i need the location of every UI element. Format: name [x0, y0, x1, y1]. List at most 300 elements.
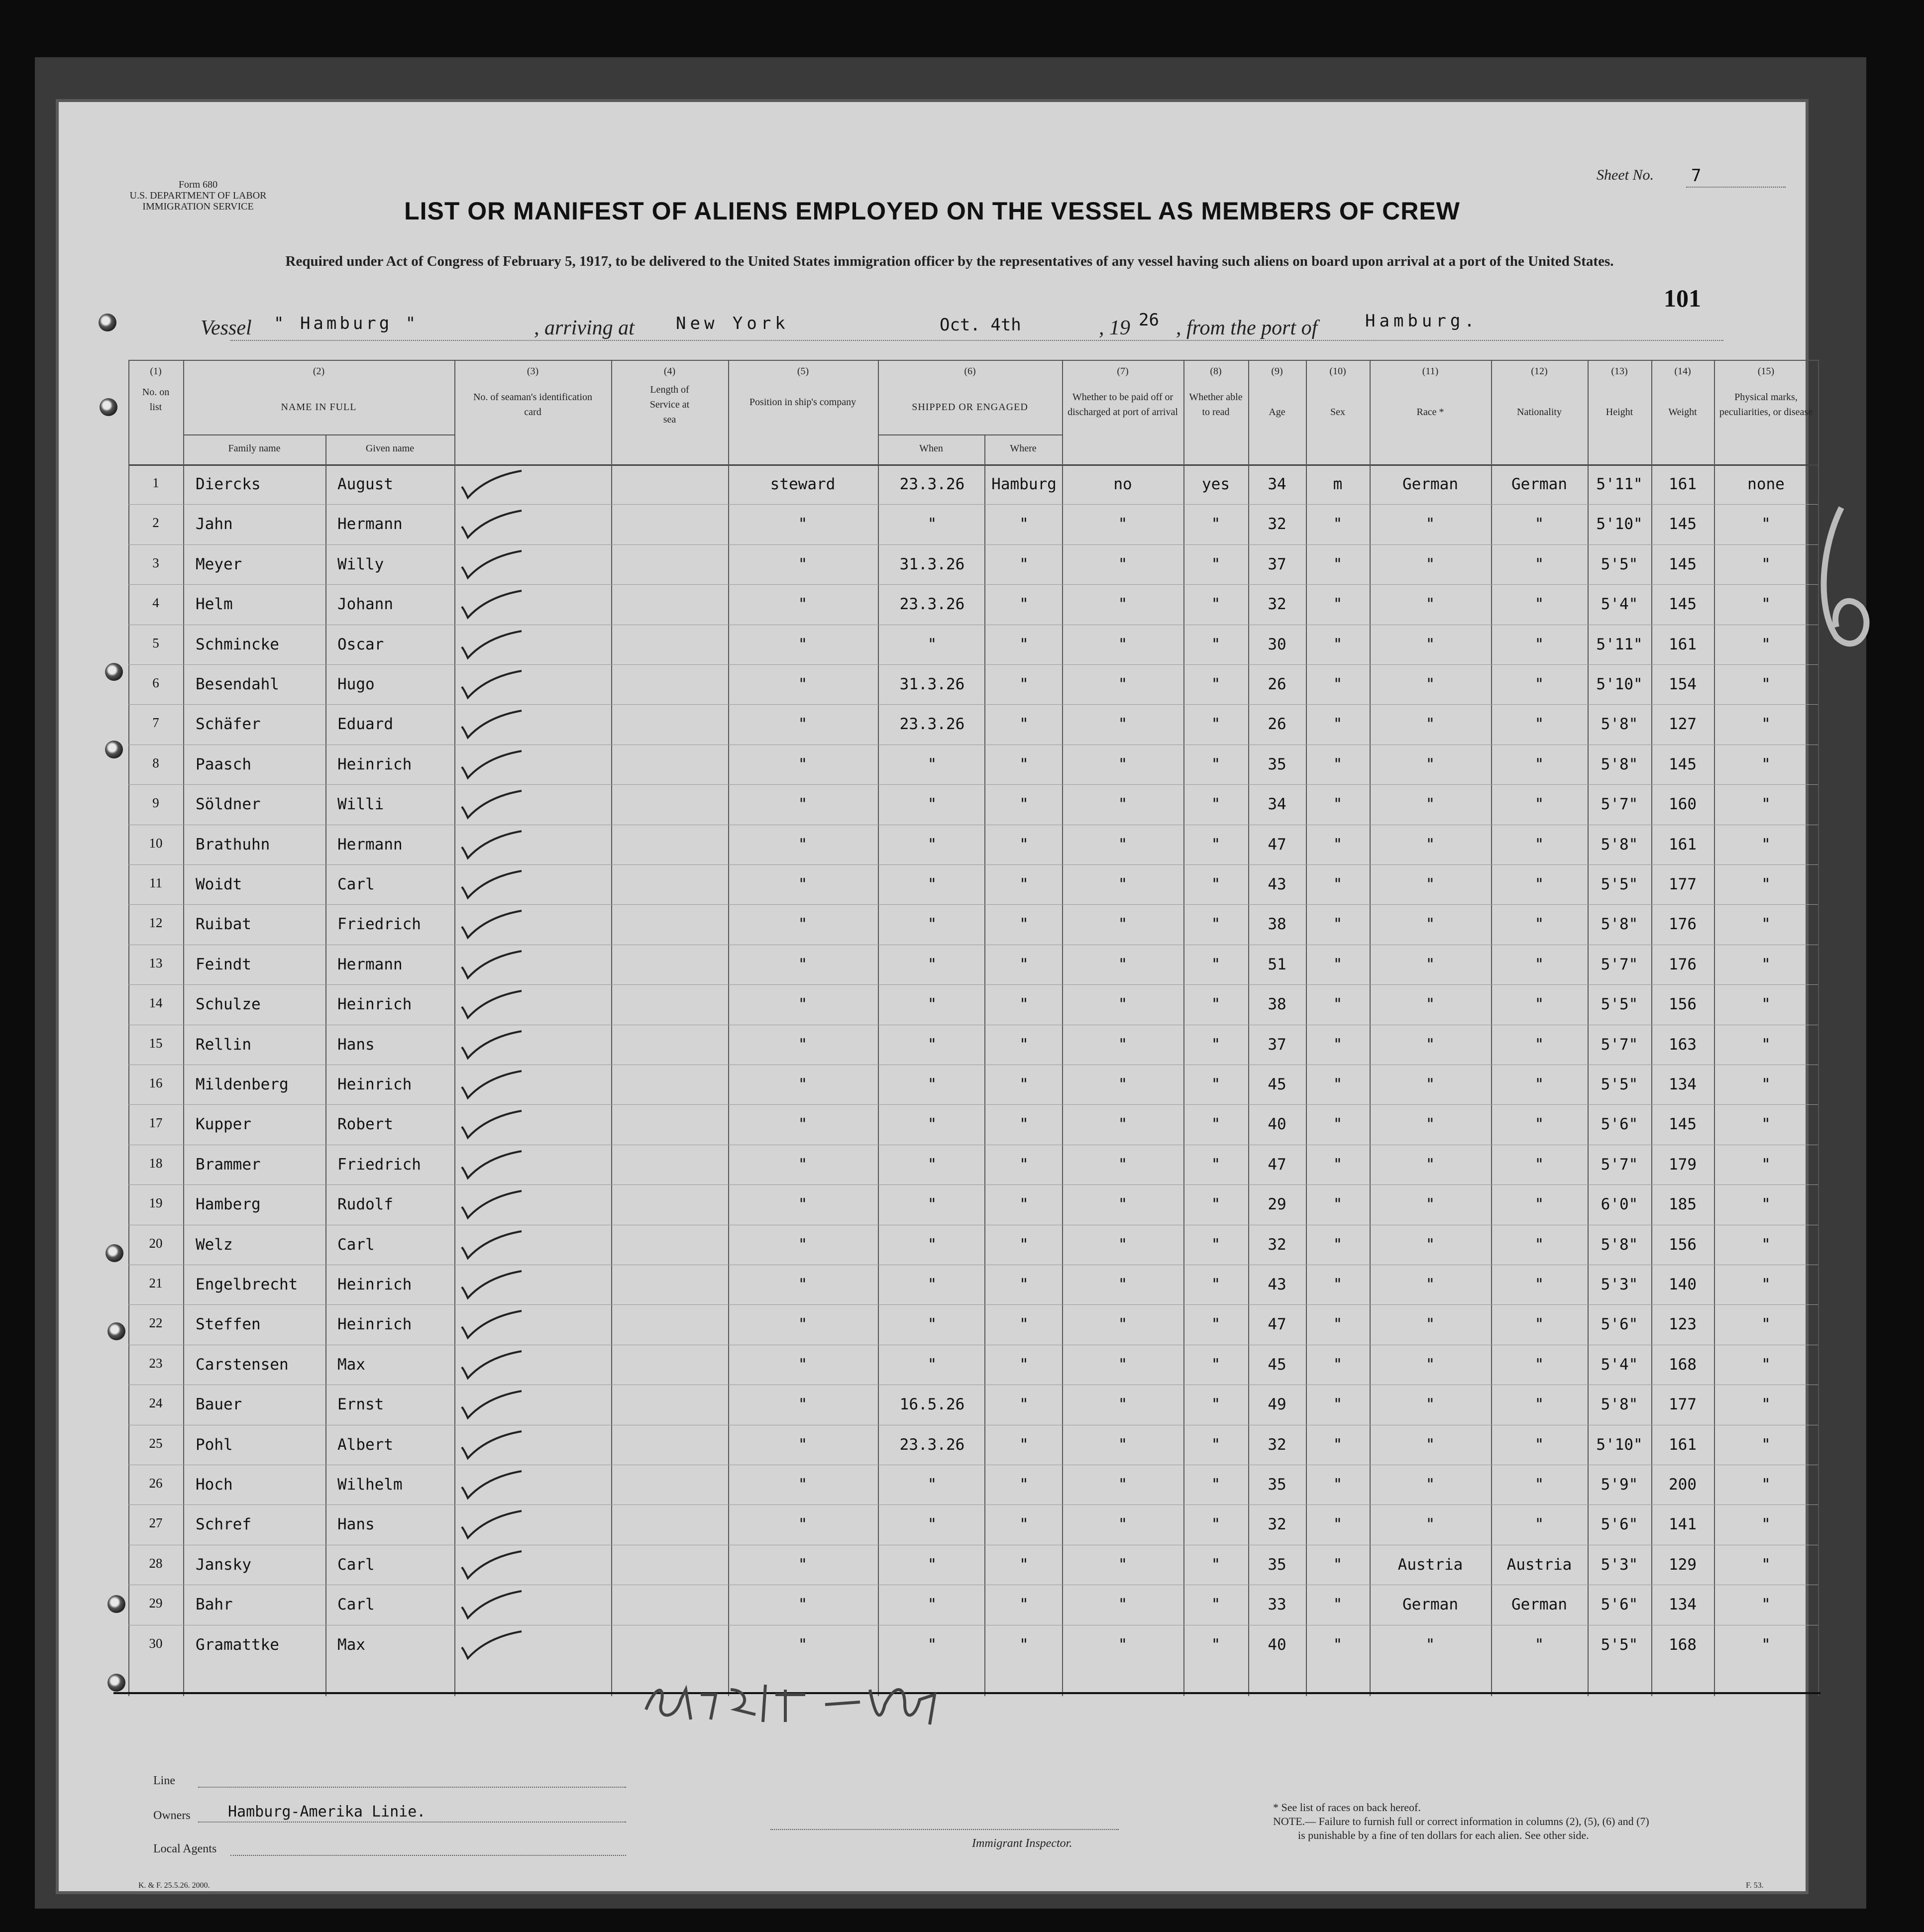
able-to-read: "	[1211, 1035, 1221, 1054]
shipped-when: "	[927, 1155, 937, 1174]
form-number: Form 680	[178, 179, 218, 190]
weight: 123	[1669, 1315, 1697, 1334]
position: "	[798, 1596, 808, 1614]
weight: 161	[1669, 1435, 1697, 1454]
race: "	[1425, 1635, 1435, 1654]
checkmark-icon	[457, 947, 527, 982]
row-rule	[128, 1304, 1818, 1305]
able-to-read: "	[1211, 995, 1221, 1014]
paid-off: "	[1118, 1276, 1128, 1293]
arrival-date: Oct. 4th	[940, 315, 1021, 335]
race: "	[1425, 1075, 1435, 1093]
nationality: "	[1534, 1035, 1544, 1054]
row-number: 12	[149, 915, 163, 931]
position: "	[798, 635, 808, 653]
paid-off: "	[1118, 1435, 1128, 1454]
family-name: Gramattke	[196, 1635, 279, 1654]
height: 5'5"	[1601, 995, 1638, 1014]
checkmark-icon	[457, 587, 527, 622]
physical-marks: "	[1761, 1115, 1771, 1134]
paid-off: "	[1118, 915, 1128, 934]
given-name: Max	[337, 1635, 365, 1654]
nationality: "	[1534, 995, 1544, 1014]
height: 5'6"	[1601, 1115, 1638, 1134]
family-name: Brathuhn	[196, 835, 270, 854]
family-name: Rellin	[196, 1035, 251, 1054]
col-header-height: Height	[1605, 407, 1633, 418]
race: "	[1425, 715, 1435, 734]
given-name: Ernst	[337, 1395, 384, 1414]
weight: 163	[1669, 1035, 1697, 1054]
weight: 145	[1669, 755, 1697, 773]
col-header-sex: Sex	[1330, 407, 1345, 418]
sex: "	[1333, 1476, 1343, 1494]
sex: "	[1333, 1355, 1343, 1374]
checkmark-icon	[457, 1027, 527, 1062]
shipped-where: "	[1019, 1515, 1029, 1534]
race: "	[1425, 515, 1435, 534]
nationality: German	[1511, 1596, 1567, 1614]
shipped-when: "	[927, 1035, 937, 1054]
shipped-when: "	[927, 1596, 937, 1614]
row-number: 10	[149, 835, 163, 851]
col-num-3: (3)	[527, 366, 539, 377]
shipped-subheader-line	[878, 434, 1062, 435]
weight: 168	[1669, 1355, 1697, 1374]
paid-off: "	[1118, 1555, 1128, 1574]
able-to-read: "	[1211, 1596, 1221, 1614]
age: 34	[1268, 795, 1286, 814]
race: German	[1402, 475, 1458, 493]
position: "	[798, 1035, 808, 1054]
sex: "	[1333, 1515, 1343, 1534]
arriving-label: , arriving at	[534, 317, 635, 339]
physical-marks: "	[1761, 715, 1771, 734]
physical-marks: "	[1761, 1315, 1771, 1334]
age: 38	[1268, 915, 1286, 934]
able-to-read: "	[1211, 715, 1221, 734]
checkmark-icon	[457, 747, 527, 782]
physical-marks: "	[1761, 675, 1771, 693]
sex: "	[1333, 555, 1343, 573]
weight: 161	[1669, 475, 1697, 493]
punch-hole	[107, 1674, 125, 1692]
race: "	[1425, 635, 1435, 653]
family-name: Bauer	[196, 1395, 242, 1414]
local-agents-label: Local Agents	[153, 1842, 217, 1855]
physical-marks: "	[1761, 835, 1771, 854]
physical-marks: "	[1761, 1195, 1771, 1214]
weight: 185	[1669, 1195, 1697, 1214]
col-num-1: (1)	[150, 366, 162, 377]
col-num-10: (10)	[1329, 366, 1346, 377]
row-number: 16	[149, 1075, 163, 1090]
line-label: Line	[153, 1774, 175, 1787]
row-number: 25	[149, 1435, 163, 1451]
position: "	[798, 1635, 808, 1654]
shipped-when: 16.5.26	[899, 1395, 965, 1414]
shipped-where: "	[1019, 995, 1029, 1014]
row-rule	[128, 1104, 1818, 1105]
age: 51	[1268, 955, 1286, 973]
row-rule	[128, 1184, 1818, 1185]
nationality: German	[1511, 475, 1567, 493]
checkmark-icon	[457, 1587, 527, 1622]
weight: 129	[1669, 1555, 1697, 1574]
family-name: Carstensen	[196, 1355, 289, 1374]
shipped-where: "	[1019, 755, 1029, 773]
able-to-read: yes	[1202, 475, 1230, 493]
sex: "	[1333, 1155, 1343, 1174]
inspector-signature	[636, 1675, 994, 1734]
family-name: Jahn	[196, 515, 233, 534]
able-to-read: "	[1211, 1435, 1221, 1454]
weight: 145	[1669, 1115, 1697, 1134]
family-name: Welz	[196, 1235, 233, 1254]
given-name: Carl	[337, 875, 375, 893]
row-number: 20	[149, 1235, 163, 1251]
physical-marks: "	[1761, 1476, 1771, 1494]
checkmark-icon	[457, 1387, 527, 1422]
weight: 200	[1669, 1476, 1697, 1494]
row-number: 1	[152, 475, 159, 490]
row-rule	[128, 1504, 1818, 1505]
height: 5'5"	[1601, 555, 1638, 573]
sex: "	[1333, 835, 1343, 854]
age: 30	[1268, 635, 1286, 653]
height: 5'8"	[1601, 1395, 1638, 1414]
nationality: "	[1534, 1395, 1544, 1414]
height: 5'3"	[1601, 1555, 1638, 1574]
col-header-when: When	[919, 443, 943, 454]
physical-marks: "	[1761, 555, 1771, 573]
shipped-where: "	[1019, 1555, 1029, 1574]
able-to-read: "	[1211, 1155, 1221, 1174]
shipped-where: "	[1019, 635, 1029, 653]
paid-off: "	[1118, 1315, 1128, 1334]
col-header-no: No. on list	[142, 387, 170, 413]
race: "	[1425, 1395, 1435, 1414]
shipped-where: "	[1019, 1395, 1029, 1414]
given-name: Friedrich	[337, 1155, 421, 1174]
age: 37	[1268, 555, 1286, 573]
col-border	[454, 360, 455, 1696]
able-to-read: "	[1211, 1355, 1221, 1374]
position: "	[798, 1315, 808, 1334]
family-name: Schmincke	[196, 635, 279, 653]
weight: 134	[1669, 1075, 1697, 1093]
physical-marks: "	[1761, 1155, 1771, 1174]
nationality: "	[1534, 515, 1544, 534]
weight: 134	[1669, 1596, 1697, 1614]
paid-off: "	[1118, 1596, 1128, 1614]
able-to-read: "	[1211, 795, 1221, 814]
checkmark-icon	[457, 1347, 527, 1382]
weight: 145	[1669, 555, 1697, 573]
paid-off: "	[1118, 1515, 1128, 1534]
able-to-read: "	[1211, 515, 1221, 534]
given-name: Carl	[337, 1555, 375, 1574]
col-header-race: Race *	[1416, 407, 1444, 418]
family-name: Ruibat	[196, 915, 251, 934]
given-name: Heinrich	[337, 995, 412, 1014]
sex: "	[1333, 595, 1343, 614]
physical-marks: "	[1761, 1555, 1771, 1574]
col-num-9: (9)	[1271, 366, 1283, 377]
shipped-where: "	[1019, 1435, 1029, 1454]
age: 32	[1268, 1435, 1286, 1454]
punch-hole	[107, 1322, 125, 1340]
checkmark-icon	[457, 1467, 527, 1502]
paid-off: "	[1118, 595, 1128, 614]
col-header-service: Length of Service at sea	[649, 384, 690, 425]
shipped-where: "	[1019, 1355, 1029, 1374]
paid-off: "	[1118, 795, 1128, 814]
physical-marks: "	[1761, 1635, 1771, 1654]
shipped-when: "	[927, 795, 937, 814]
paid-off: "	[1118, 835, 1128, 854]
table-top-border	[128, 360, 1818, 361]
race: "	[1425, 1235, 1435, 1254]
age: 43	[1268, 875, 1286, 893]
physical-marks: "	[1761, 1596, 1771, 1614]
checkmark-icon	[457, 707, 527, 742]
race: "	[1425, 1515, 1435, 1534]
paid-off: "	[1118, 515, 1128, 534]
line-underline	[198, 1787, 626, 1788]
table-header-border	[128, 464, 1818, 466]
paid-off: "	[1118, 955, 1128, 973]
given-name: August	[337, 475, 393, 493]
shipped-when: 23.3.26	[899, 1435, 965, 1454]
physical-marks: "	[1761, 795, 1771, 814]
given-name: Oscar	[337, 635, 384, 653]
agents-underline	[230, 1855, 626, 1856]
col-header-read: Whether able to read	[1189, 392, 1243, 418]
height: 5'8"	[1601, 1235, 1638, 1254]
paid-off: "	[1118, 1195, 1128, 1214]
paid-off: "	[1118, 555, 1128, 573]
given-name: Willi	[337, 795, 384, 814]
col-border	[878, 360, 879, 1696]
position: "	[798, 515, 808, 534]
col-num-7: (7)	[1117, 366, 1129, 377]
position: "	[798, 1075, 808, 1093]
able-to-read: "	[1211, 875, 1221, 893]
given-name: Hans	[337, 1515, 375, 1534]
weight: 127	[1669, 715, 1697, 734]
height: 5'8"	[1601, 755, 1638, 773]
paid-off: "	[1118, 995, 1128, 1014]
nationality: "	[1534, 755, 1544, 773]
checkmark-icon	[457, 547, 527, 582]
col-border	[183, 360, 184, 1696]
family-name: Besendahl	[196, 675, 279, 693]
height: 5'7"	[1601, 1155, 1638, 1174]
position: "	[798, 755, 808, 773]
shipped-where: "	[1019, 1596, 1029, 1614]
shipped-when: "	[927, 1315, 937, 1334]
nationality: "	[1534, 1315, 1544, 1334]
race: German	[1402, 1596, 1458, 1614]
weight: 141	[1669, 1515, 1697, 1534]
row-rule	[128, 704, 1818, 705]
shipped-when: 23.3.26	[899, 595, 965, 614]
height: 5'8"	[1601, 915, 1638, 934]
checkmark-icon	[457, 907, 527, 942]
position: "	[798, 1515, 808, 1534]
physical-marks: "	[1761, 1355, 1771, 1374]
physical-marks: "	[1761, 635, 1771, 653]
voyage-underline	[230, 340, 1723, 341]
shipped-where: "	[1019, 955, 1029, 973]
given-name: Robert	[337, 1115, 393, 1134]
age: 49	[1268, 1395, 1286, 1414]
shipped-when: "	[927, 1555, 937, 1574]
row-rule	[128, 864, 1818, 865]
shipped-when: "	[927, 1355, 937, 1374]
checkmark-icon	[457, 867, 527, 902]
given-name: Hans	[337, 1035, 375, 1054]
row-number: 28	[149, 1555, 163, 1571]
position: "	[798, 595, 808, 614]
row-number: 3	[152, 555, 159, 570]
checkmark-icon	[457, 787, 527, 822]
given-name: Carl	[337, 1235, 375, 1254]
paid-off: "	[1118, 1075, 1128, 1093]
sex: "	[1333, 795, 1343, 814]
paid-off: "	[1118, 1635, 1128, 1654]
given-name: Willy	[337, 555, 384, 573]
shipped-where: "	[1019, 595, 1029, 614]
sex: "	[1333, 755, 1343, 773]
shipped-when: "	[927, 1515, 937, 1534]
race: "	[1425, 755, 1435, 773]
col-num-11: (11)	[1422, 366, 1439, 377]
col-header-weight: Weight	[1668, 407, 1697, 418]
shipped-where: "	[1019, 1476, 1029, 1494]
height: 5'10"	[1596, 515, 1643, 534]
nationality: "	[1534, 795, 1544, 814]
shipped-where: "	[1019, 1035, 1029, 1054]
paid-off: "	[1118, 635, 1128, 653]
race: Austria	[1397, 1555, 1463, 1574]
physical-marks: "	[1761, 915, 1771, 934]
form-code: F. 53.	[1746, 1881, 1764, 1890]
nationality: "	[1534, 1276, 1544, 1293]
row-number: 23	[149, 1355, 163, 1371]
shipped-where: "	[1019, 835, 1029, 854]
sex: "	[1333, 1435, 1343, 1454]
family-name: Feindt	[196, 955, 251, 973]
nationality: "	[1534, 1235, 1544, 1254]
physical-marks: "	[1761, 875, 1771, 893]
physical-marks: "	[1761, 1235, 1771, 1254]
able-to-read: "	[1211, 595, 1221, 614]
col-border	[325, 434, 326, 1696]
paid-off: "	[1118, 1355, 1128, 1374]
race: "	[1425, 1195, 1435, 1214]
row-rule	[128, 784, 1818, 785]
fine-note-1: NOTE.— Failure to furnish full or correct information in columns (2), (5), (6) and (7)	[1273, 1815, 1649, 1827]
height: 5'4"	[1601, 1355, 1638, 1374]
age: 32	[1268, 515, 1286, 534]
paid-off: "	[1118, 1035, 1128, 1054]
shipped-when: 31.3.26	[899, 555, 965, 573]
able-to-read: "	[1211, 1115, 1221, 1134]
weight: 156	[1669, 995, 1697, 1014]
inspector-label: Immigrant Inspector.	[972, 1837, 1072, 1850]
age: 45	[1268, 1075, 1286, 1093]
document-title: LIST OR MANIFEST OF ALIENS EMPLOYED ON THE VESSEL AS MEMBERS OF CREW	[404, 197, 1460, 225]
sex: "	[1333, 995, 1343, 1014]
row-rule	[128, 904, 1818, 905]
given-name: Heinrich	[337, 1075, 412, 1093]
age: 47	[1268, 1155, 1286, 1174]
position: "	[798, 675, 808, 693]
able-to-read: "	[1211, 1315, 1221, 1334]
handwritten-mark	[1802, 498, 1901, 667]
given-name: Albert	[337, 1435, 393, 1454]
col-header-paid-off: Whether to be paid off or discharged at port of arrival	[1068, 392, 1178, 418]
row-number: 13	[149, 955, 163, 970]
row-number: 6	[152, 675, 159, 690]
year-suffix: 26	[1139, 310, 1159, 330]
given-name: Heinrich	[337, 1276, 412, 1293]
family-name: Diercks	[196, 475, 261, 493]
nationality: "	[1534, 1355, 1544, 1374]
manifest-sheet	[59, 102, 1813, 1891]
physical-marks: "	[1761, 1395, 1771, 1414]
able-to-read: "	[1211, 1635, 1221, 1654]
shipped-when: "	[927, 875, 937, 893]
nationality: "	[1534, 635, 1544, 653]
shipped-when: "	[927, 1235, 937, 1254]
col-num-8: (8)	[1210, 366, 1222, 377]
arriving-port: New York	[676, 314, 789, 333]
weight: 161	[1669, 835, 1697, 854]
row-number: 24	[149, 1395, 163, 1411]
punch-hole	[105, 741, 123, 758]
position: "	[798, 1155, 808, 1174]
given-name: Wilhelm	[337, 1476, 403, 1494]
age: 35	[1268, 1555, 1286, 1574]
age: 45	[1268, 1355, 1286, 1374]
age: 32	[1268, 1515, 1286, 1534]
col-num-2: (2)	[313, 366, 325, 377]
nationality: "	[1534, 875, 1544, 893]
row-rule	[128, 984, 1818, 985]
shipped-where: "	[1019, 795, 1029, 814]
family-name: Jansky	[196, 1555, 251, 1574]
physical-marks: "	[1761, 755, 1771, 773]
checkmark-icon	[457, 1267, 527, 1302]
weight: 177	[1669, 875, 1697, 893]
sex: "	[1333, 955, 1343, 973]
height: 5'5"	[1601, 875, 1638, 893]
shipped-where: "	[1019, 1315, 1029, 1334]
height: 6'0"	[1601, 1195, 1638, 1214]
nationality: "	[1534, 1155, 1544, 1174]
owners-value: Hamburg-Amerika Linie.	[228, 1803, 426, 1821]
checkmark-icon	[457, 1427, 527, 1462]
paid-off: "	[1118, 875, 1128, 893]
family-name: Hoch	[196, 1476, 233, 1494]
fine-note-2: is punishable by a fine of ten dollars for each alien. See other side.	[1298, 1829, 1589, 1841]
row-number: 15	[149, 1035, 163, 1051]
family-name: Kupper	[196, 1115, 251, 1134]
race: "	[1425, 1315, 1435, 1334]
